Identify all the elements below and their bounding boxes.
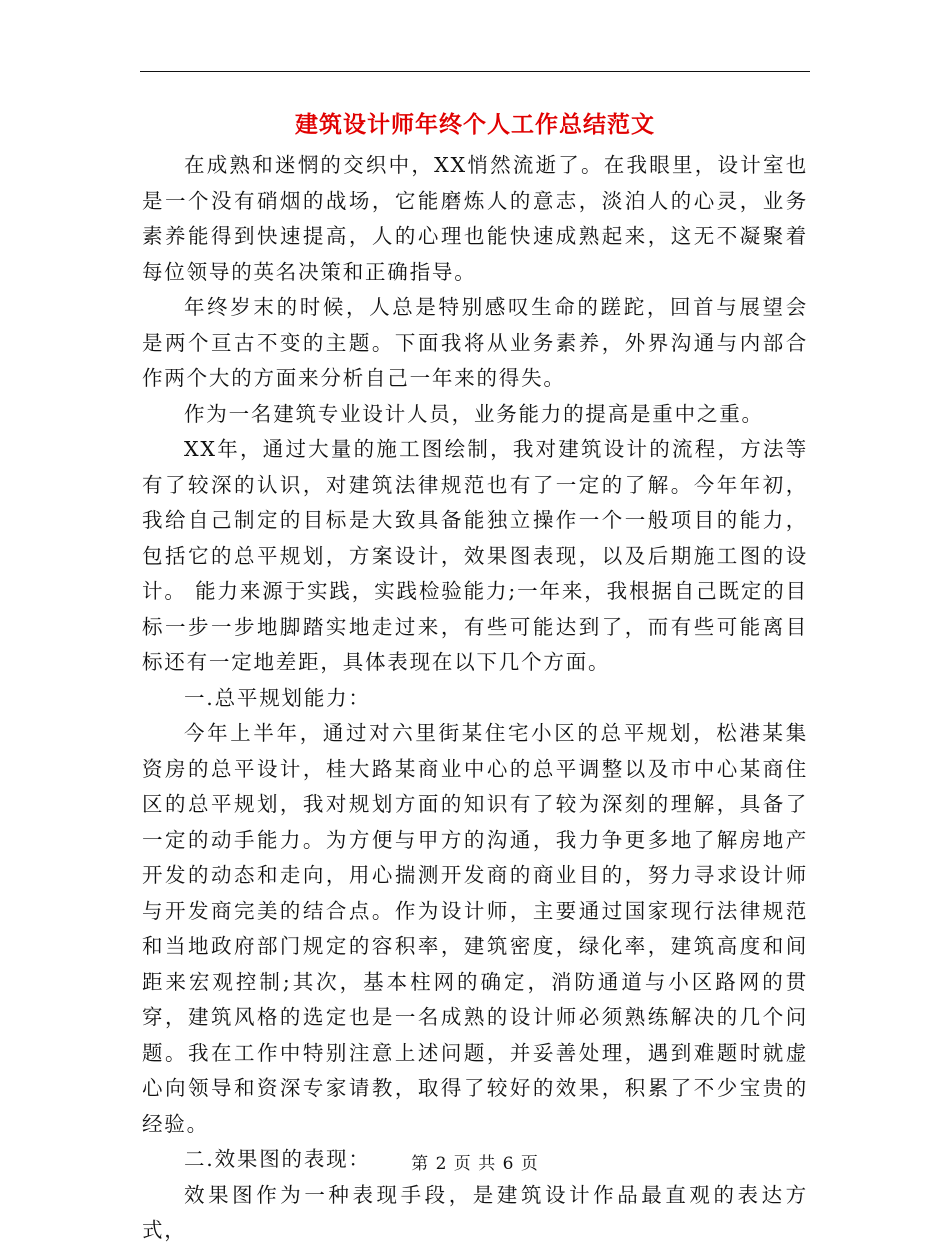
paragraph: 作为一名建筑专业设计人员，业务能力的提高是重中之重。 [184, 401, 764, 426]
paragraph: XX年，通过大量的施工图绘制，我对建筑设计的流程，方法等有了较深的认识，对建筑法律规范也有了一定的了解。今年年初，我给自己制定的目标是大致具备能独立操作一个一般项目的能力，包括它的总平规划，方案设计，效果图表现，以及后期施工图的设计。 能力来源于实践，实践检验能力;一年来，我根据自己既定的目标一步一步地脚踏实地走过来，有些可能达到了，而有些可能离目标还有一定地差距，具体表现在以下几个方面。 [142, 437, 808, 674]
document-title: 建筑设计师年终个人工作总结范文 [295, 111, 655, 138]
header-rule [140, 71, 810, 72]
document-body [142, 148, 808, 1249]
section-heading: 二.效果图的表现： [184, 1147, 371, 1171]
section-heading: 一.总平规划能力： [184, 685, 371, 710]
paragraph: 今年上半年，通过对六里街某住宅小区的总平规划，松港某集资房的总平设计，桂大路某商业中心的总平调整以及市中心某商住区的总平规划，我对规划方面的知识有了较为深刻的理解，具备了一定的动手能力。为方便与甲方的沟通，我力争更多地了解房地产开发的动态和走向，用心揣测开发商的商业目的，努力寻求设计师与开发商完美的结合点。作为设计师，主要通过国家现行法律规范和当地政府部门规定的容积率，建筑密度，绿化率，建筑高度和间距来宏观控制;其次，基本柱网的确定，消防通道与小区路网的贯穿，建筑风格的选定也是一名成熟的设计师必须熟练解决的几个问题。我在工作中特别注意上述问题，并妥善处理，遇到难题时就虚心向领导和资深专家请教，取得了较好的效果，积累了不少宝贵的经验。 [142, 721, 808, 1136]
page-number-footer: 第 2 页 共 6 页 [411, 1154, 539, 1174]
paragraph: 在成熟和迷惘的交织中，XX悄然流逝了。在我眼里，设计室也是一个没有硝烟的战场，它能磨炼人的意志，淡泊人的心灵，业务素养能得到快速提高，人的心理也能快速成熟起来，这无不凝聚着每位领导的英名决策和正确指导。 [142, 153, 808, 284]
paragraph: 效果图作为一种表现手段，是建筑设计作品最直观的表达方式， [142, 1182, 808, 1242]
paragraph: 年终岁末的时候，人总是特别感叹生命的蹉跎，回首与展望会是两个亘古不变的主题。下面我将从业务素养，外界沟通与内部合作两个大的方面来分析自己一年来的得失。 [142, 295, 808, 390]
